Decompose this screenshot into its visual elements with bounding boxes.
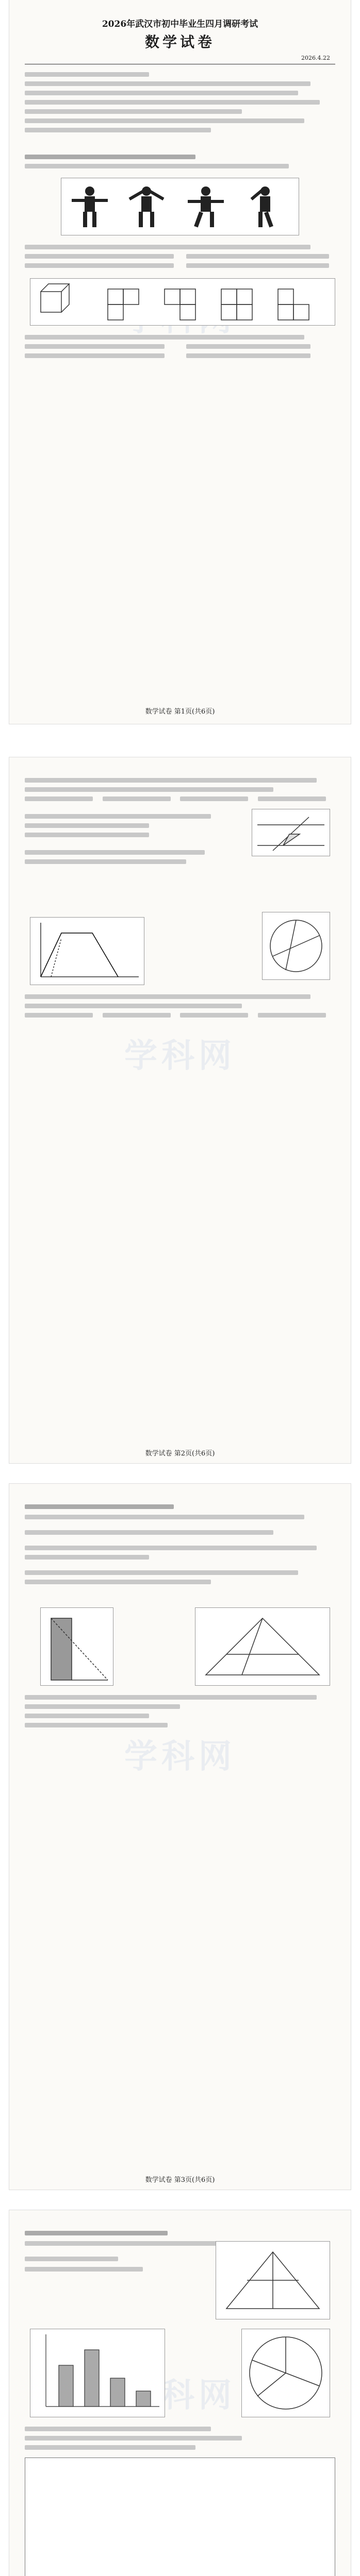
exam-page-2 — [9, 757, 351, 1463]
question-1-figure — [61, 178, 299, 235]
page-footer: 数学试卷 第2页(共6页) — [145, 1450, 215, 1458]
exam-page-4 — [9, 2210, 351, 2576]
exam-page-1 — [9, 0, 351, 724]
exam-subject-title: 数学试卷 — [144, 33, 215, 50]
question-19-pie-chart — [241, 2329, 330, 2417]
exam-page-3 — [9, 1484, 351, 2190]
question-19-bar-chart — [30, 2329, 165, 2417]
answer-area — [25, 2458, 335, 2576]
question-14-figure — [40, 1607, 113, 1686]
question-9-figure — [30, 917, 144, 985]
exam-main-title: 2026年武汉市初中毕业生四月调研考试 — [102, 19, 258, 29]
question-10-figure — [262, 912, 330, 980]
question-15-figure — [195, 1607, 330, 1686]
watermark: 学科网 — [124, 1738, 236, 1776]
page-footer: 数学试卷 第1页(共6页) — [145, 708, 215, 716]
page-footer: 数学试卷 第3页(共6页) — [145, 2176, 215, 2184]
question-18-figure — [216, 2241, 330, 2319]
exam-date: 2026.4.22 — [301, 55, 330, 61]
question-3-figure — [30, 278, 335, 326]
watermark: 学科网 — [124, 1037, 236, 1075]
watermark: 学科网 — [124, 2377, 236, 2415]
question-6-figure — [252, 809, 330, 856]
